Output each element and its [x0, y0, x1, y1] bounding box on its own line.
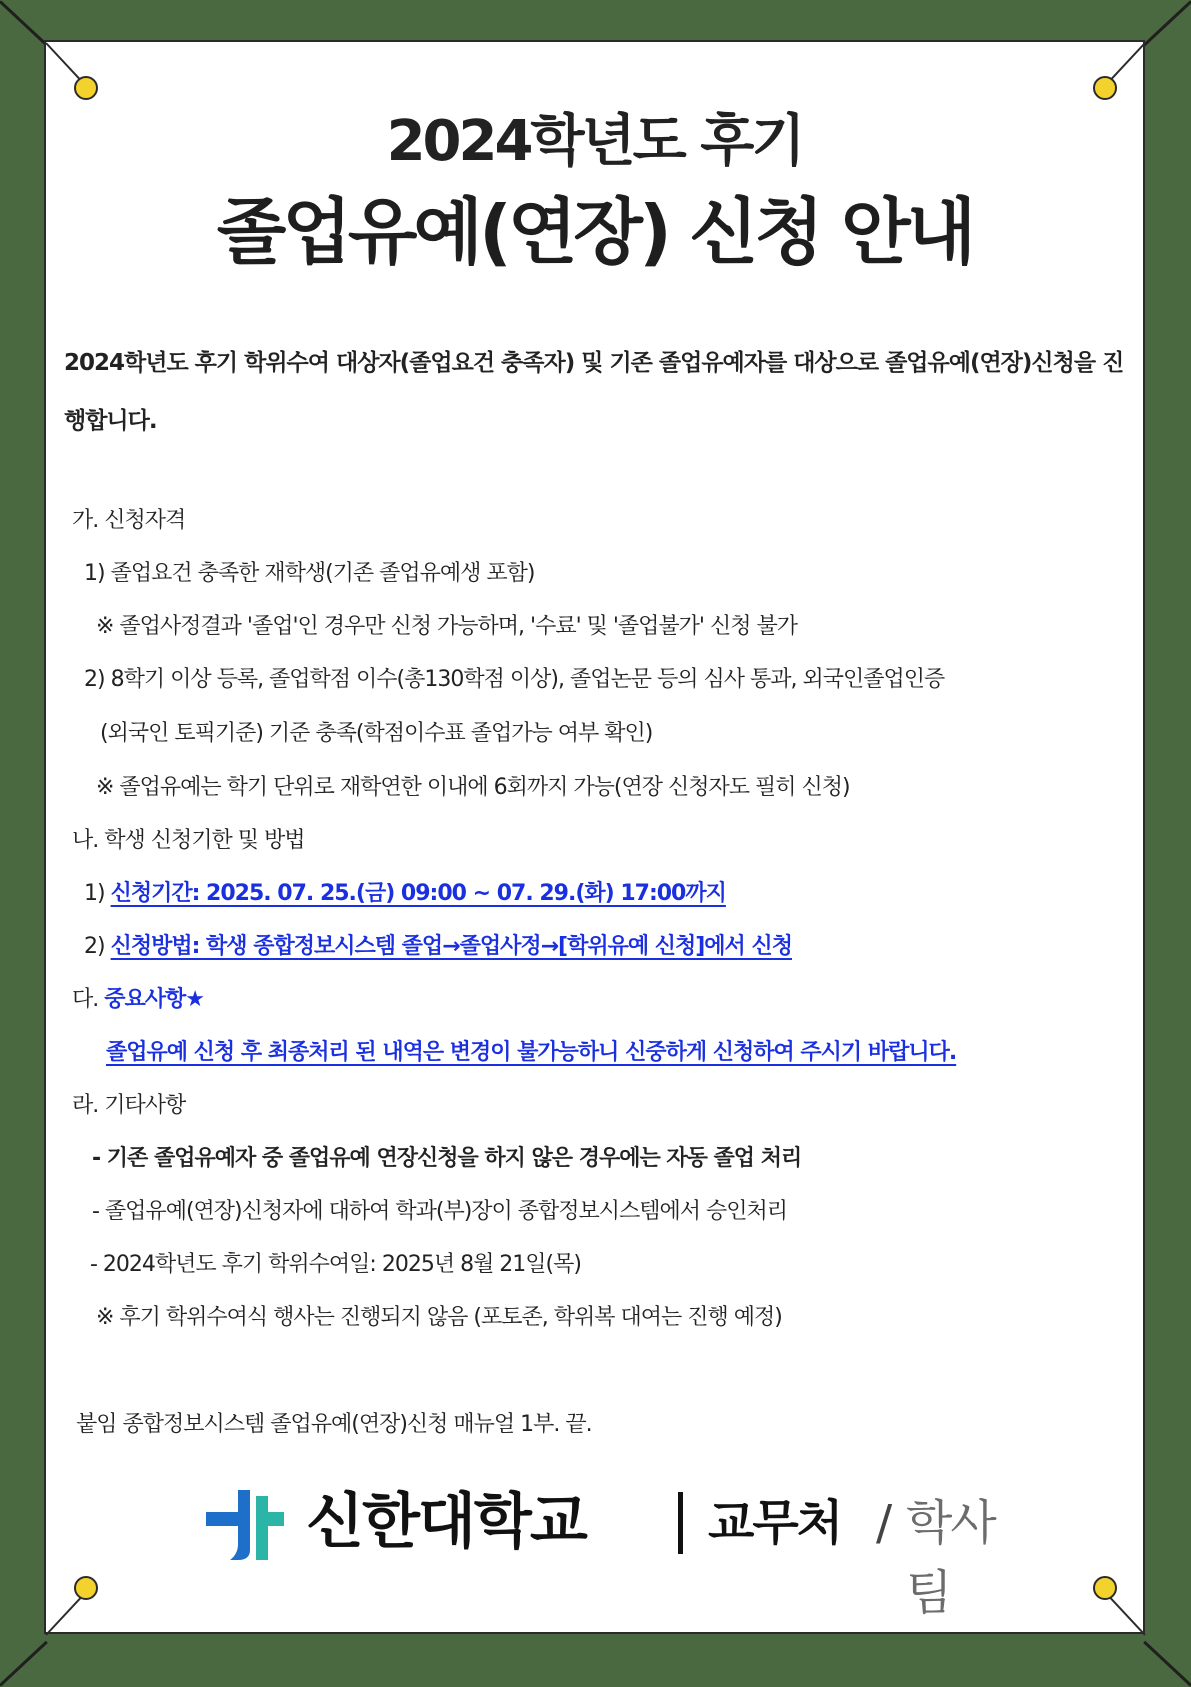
section-heading-other: 라. 기타사항: [72, 1093, 186, 1118]
method-item-number: 2): [84, 934, 105, 959]
pin-bottom-right-icon: [1093, 1576, 1117, 1600]
application-method: 신청방법: 학생 종합정보시스템 졸업→졸업사정→[학위유예 신청]에서 신청: [110, 934, 792, 959]
logo-divider: [678, 1492, 683, 1554]
section-heading-eligibility: 가. 신청자격: [72, 508, 186, 533]
title-year: 2024학년도 후기: [386, 109, 803, 174]
section-heading-important: [72, 982, 204, 1013]
pin-bottom-left-icon: [74, 1576, 98, 1600]
attachment-line: 붙임 종합정보시스템 졸업유예(연장)신청 매뉴얼 1부. 끝.: [76, 1412, 592, 1437]
frame-corner-line: [1143, 1641, 1191, 1687]
period-item: [84, 876, 726, 907]
section-heading-period: 나. 학생 신청기한 및 방법: [72, 828, 305, 853]
frame-corner-line: [0, 1641, 48, 1687]
important-label: 중요사항★: [104, 987, 204, 1012]
important-notice: 졸업유예 신청 후 최종처리 된 내역은 변경이 불가능하니 신중하게 신청하여 주시기 바랍니다.: [106, 1040, 957, 1065]
application-period: 신청기간: 2025. 07. 25.(금) 09:00 ~ 07. 29.(화) 17:00까지: [110, 881, 726, 906]
eligibility-note-1: ※ 졸업사정결과 '졸업'인 경우만 신청 가능하며, '수료' 및 '졸업불가' 신청 불가: [96, 614, 797, 639]
eligibility-item-2-cont: (외국인 토픽기준) 기준 충족(학점이수표 졸업가능 여부 확인): [100, 721, 653, 746]
other-note: ※ 후기 학위수여식 행사는 진행되지 않음 (포토존, 학위복 대여는 진행 예정): [96, 1305, 782, 1330]
other-item-2: - 졸업유예(연장)신청자에 대하여 학과(부)장이 종합정보시스템에서 승인처리: [92, 1199, 788, 1224]
logo-slash: /: [876, 1495, 893, 1551]
eligibility-item-2: 2) 8학기 이상 등록, 졸업학점 이수(총130학점 이상), 졸업논문 등의 심사 통과, 외국인졸업인증: [84, 667, 945, 692]
eligibility-note-2: ※ 졸업유예는 학기 단위로 재학연한 이내에 6회까지 가능(연장 신청자도 필히 신청): [96, 775, 850, 800]
frame-corner-line: [1143, 0, 1191, 46]
team-name: 학사팀: [906, 1495, 995, 1621]
other-item-1: - 기존 졸업유예자 중 졸업유예 연장신청을 하지 않은 경우에는 자동 졸업 처리: [92, 1146, 802, 1171]
notice-paper: [44, 40, 1145, 1634]
important-prefix: 다.: [72, 987, 99, 1012]
shinhan-university-logo-icon: [198, 1482, 288, 1562]
department-name: 교무처: [708, 1495, 842, 1551]
university-logo: [198, 1482, 1018, 1621]
page-title: 졸업유예(연장) 신청 안내: [216, 190, 973, 274]
intro-paragraph: 2024학년도 후기 학위수여 대상자(졸업요건 충족자) 및 기존 졸업유예자를 대상으로 졸업유예(연장)신청을 진행합니다.: [64, 350, 1124, 434]
university-name: 신한대학교: [306, 1487, 586, 1557]
eligibility-item-1: 1) 졸업요건 충족한 재학생(기존 졸업유예생 포함): [84, 561, 535, 586]
frame-corner-line: [0, 0, 48, 46]
period-item-number: 1): [84, 881, 105, 906]
other-item-3: - 2024학년도 후기 학위수여일: 2025년 8월 21일(목): [90, 1252, 581, 1277]
method-item: [84, 929, 792, 960]
